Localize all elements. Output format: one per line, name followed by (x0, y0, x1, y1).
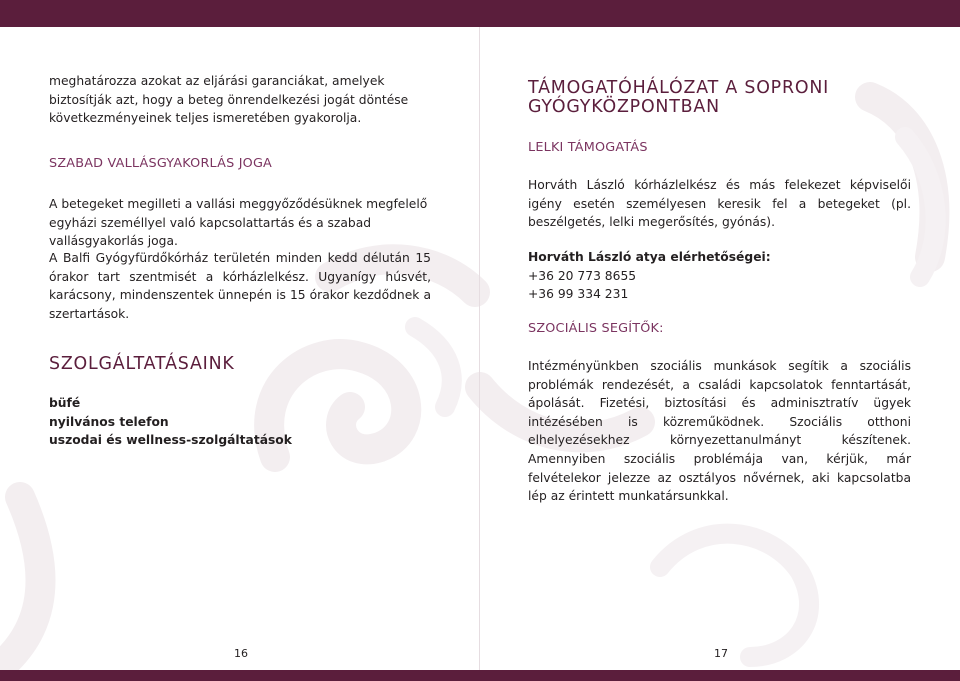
chaplain-contact (528, 248, 911, 304)
phone-number: +36 20 773 8655 (528, 268, 637, 283)
right-page (480, 27, 960, 670)
services-heading: SZOLGÁLTATÁSAINK (49, 354, 235, 374)
spiritual-text: Horváth László kórházlelkész és más felekezet képviselői igény esetén személyesen keresik fel a betegeket (pl. beszélgetés, lelki megerősítés, gyónás). (528, 178, 911, 230)
religion-text: A betegeket megilleti a vallási meggyőződésüknek megfelelő egyházi személlyel való kapcsolattartás és a szabad vallásgyakorlás joga. (49, 197, 428, 249)
social-paragraph (528, 357, 911, 506)
intro-text: meghatározza azokat az eljárási garanciákat, amelyek biztosítják azt, hogy a beteg önrendelkezési jogát döntése következményeinek teljes ismeretében gyakorolja. (49, 74, 409, 126)
top-band (0, 0, 960, 27)
service-item: büfé (49, 396, 81, 410)
service-item: uszodai és wellness-szolgáltatások (49, 433, 292, 448)
spiritual-paragraph (528, 176, 911, 232)
page-number-left: 16 (234, 647, 248, 660)
spiritual-heading: LELKI TÁMOGATÁS (528, 140, 648, 155)
left-page (0, 27, 479, 670)
services-list (49, 394, 431, 450)
bottom-band (0, 670, 960, 681)
support-network-heading: TÁMOGATÓHÁLÓZAT A SOPRONI GYÓGYKÖZPONTBAN (528, 78, 830, 117)
social-heading: SZOCIÁLIS SEGÍTŐK: (528, 321, 664, 336)
religion-heading: SZABAD VALLÁSGYAKORLÁS JOGA (49, 156, 273, 171)
mass-text: A Balfi Gyógyfürdőkórház területén minden kedd délután 15 órakor tart szentmisét a kórházlelkész. Ugyanígy húsvét, karácsony, mindenszentek ünnepén is 15 órakor kezdődnek a szertartások. (49, 251, 431, 321)
social-text: Intézményünkben szociális munkások segítik a szociális problémák rendezését, a családi kapcsolatok fenntartását, ápolását. Fizetési, biztosítási és adminisztratív ügyek intézésében is közreműködnek. Szociális otthoni elhelyezésekhez környezettanulmányt készítenek. Amennyiben szociális problémája van, kérjük, már felvételekor jelezze az osztályos nővérnek, aki kapcsolatba lép az érintett munkatársunkkal. (528, 359, 911, 504)
mass-paragraph (49, 249, 431, 323)
intro-paragraph (49, 72, 431, 128)
religion-paragraph (49, 195, 431, 251)
page-number-right: 17 (714, 647, 728, 660)
service-item: nyilvános telefon (49, 414, 169, 429)
contact-label: Horváth László atya elérhetőségei: (528, 250, 771, 264)
phone-number: +36 99 334 231 (528, 287, 629, 302)
